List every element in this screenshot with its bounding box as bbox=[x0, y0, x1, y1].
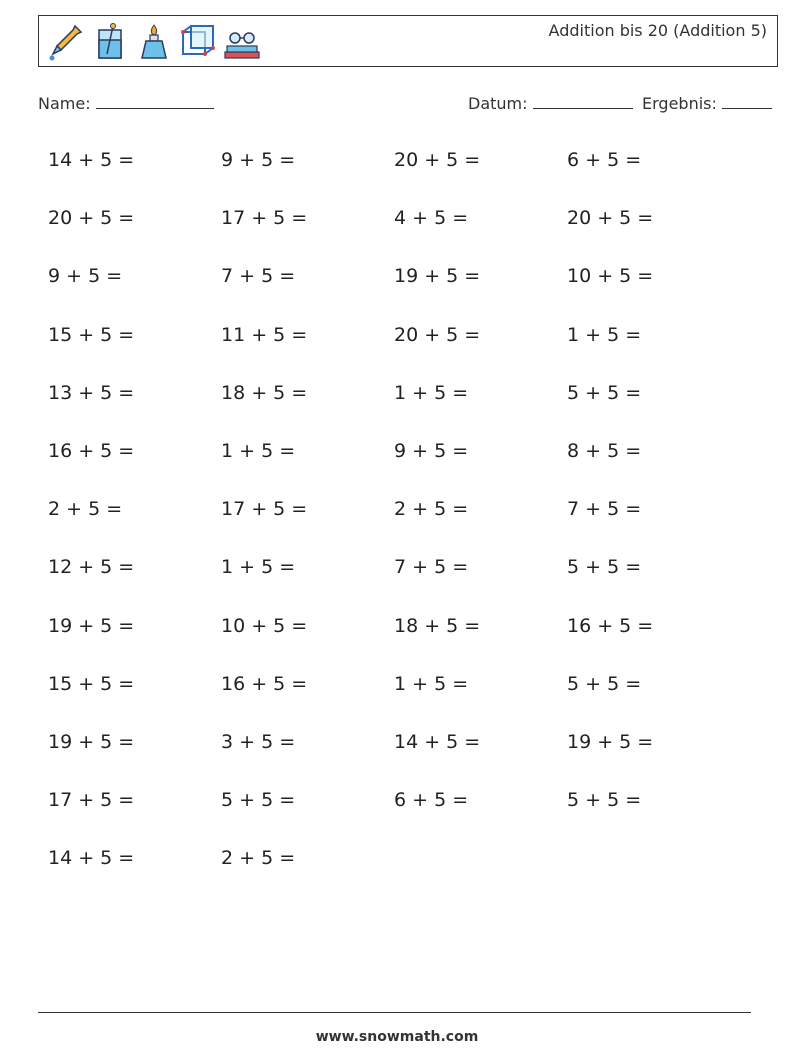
problem-item: 17 + 5 = bbox=[221, 498, 308, 521]
burner-icon bbox=[135, 22, 173, 62]
problem-item: 7 + 5 = bbox=[567, 498, 642, 521]
problem-item: 20 + 5 = bbox=[394, 149, 481, 171]
date-label: Datum: bbox=[468, 94, 528, 113]
result-field bbox=[642, 94, 772, 113]
problem-item: 19 + 5 = bbox=[394, 265, 481, 288]
problem-item: 15 + 5 = bbox=[48, 323, 135, 346]
problem-item: 16 + 5 = bbox=[567, 614, 654, 637]
problem-item: 5 + 5 = bbox=[221, 789, 296, 812]
worksheet-header bbox=[38, 15, 778, 67]
problem-item: 20 + 5 = bbox=[48, 207, 135, 230]
problem-item: 16 + 5 = bbox=[48, 439, 135, 462]
problem-item: 13 + 5 = bbox=[48, 381, 135, 404]
header-icons bbox=[47, 22, 261, 62]
problem-item: 5 + 5 = bbox=[567, 789, 642, 812]
problem-item: 1 + 5 = bbox=[221, 556, 296, 579]
problem-item: 6 + 5 = bbox=[567, 149, 642, 171]
problem-item: 20 + 5 = bbox=[394, 323, 481, 346]
problem-item: 2 + 5 = bbox=[48, 498, 123, 521]
date-blank[interactable] bbox=[533, 94, 633, 109]
problem-item: 18 + 5 = bbox=[394, 614, 481, 637]
problem-item: 6 + 5 = bbox=[394, 789, 469, 812]
problem-item: 14 + 5 = bbox=[48, 149, 135, 171]
result-blank[interactable] bbox=[722, 94, 772, 109]
name-label: Name: bbox=[38, 94, 91, 113]
problem-item: 5 + 5 = bbox=[567, 672, 642, 695]
problem-item: 12 + 5 = bbox=[48, 556, 135, 579]
problem-item: 10 + 5 = bbox=[221, 614, 308, 637]
result-label: Ergebnis: bbox=[642, 94, 717, 113]
problem-item: 4 + 5 = bbox=[394, 207, 469, 230]
problem-item: 7 + 5 = bbox=[394, 556, 469, 579]
problem-item: 17 + 5 = bbox=[48, 789, 135, 812]
problem-grid bbox=[48, 143, 740, 899]
problem-item: 7 + 5 = bbox=[221, 265, 296, 288]
problem-item: 1 + 5 = bbox=[394, 672, 469, 695]
problem-item: 9 + 5 = bbox=[48, 265, 123, 288]
problem-item: 20 + 5 = bbox=[567, 207, 654, 230]
problem-item: 19 + 5 = bbox=[567, 730, 654, 753]
problem-item: 1 + 5 = bbox=[394, 381, 469, 404]
problem-item: 19 + 5 = bbox=[48, 730, 135, 753]
problem-item: 18 + 5 = bbox=[221, 381, 308, 404]
problem-item: 8 + 5 = bbox=[567, 439, 642, 462]
pipette-icon bbox=[47, 22, 85, 62]
problem-item: 15 + 5 = bbox=[48, 672, 135, 695]
problem-item: 14 + 5 = bbox=[394, 730, 481, 753]
problem-item: 5 + 5 = bbox=[567, 556, 642, 579]
problem-item: 2 + 5 = bbox=[394, 498, 469, 521]
problem-item: 3 + 5 = bbox=[221, 730, 296, 753]
name-blank[interactable] bbox=[96, 94, 214, 109]
problem-item: 10 + 5 = bbox=[567, 265, 654, 288]
footer-url: www.snowmath.com bbox=[315, 1029, 479, 1045]
problem-item: 11 + 5 = bbox=[221, 323, 308, 346]
books-glasses-icon bbox=[223, 22, 261, 62]
problem-item: 1 + 5 = bbox=[221, 439, 296, 462]
beaker-icon bbox=[91, 22, 129, 62]
problem-item: 9 + 5 = bbox=[394, 439, 469, 462]
cube-icon bbox=[179, 22, 217, 62]
footer-divider bbox=[38, 1012, 751, 1013]
problem-item: 9 + 5 = bbox=[221, 149, 296, 171]
problem-item: 2 + 5 = bbox=[221, 847, 296, 870]
problem-item: 5 + 5 = bbox=[567, 381, 642, 404]
name-field bbox=[38, 94, 214, 113]
problem-item: 1 + 5 = bbox=[567, 323, 642, 346]
problem-item: 14 + 5 = bbox=[48, 847, 135, 870]
worksheet-title: Addition bis 20 (Addition 5) bbox=[548, 21, 767, 40]
problem-item: 16 + 5 = bbox=[221, 672, 308, 695]
problem-item: 19 + 5 = bbox=[48, 614, 135, 637]
problem-item: 17 + 5 = bbox=[221, 207, 308, 230]
date-field bbox=[468, 94, 633, 113]
